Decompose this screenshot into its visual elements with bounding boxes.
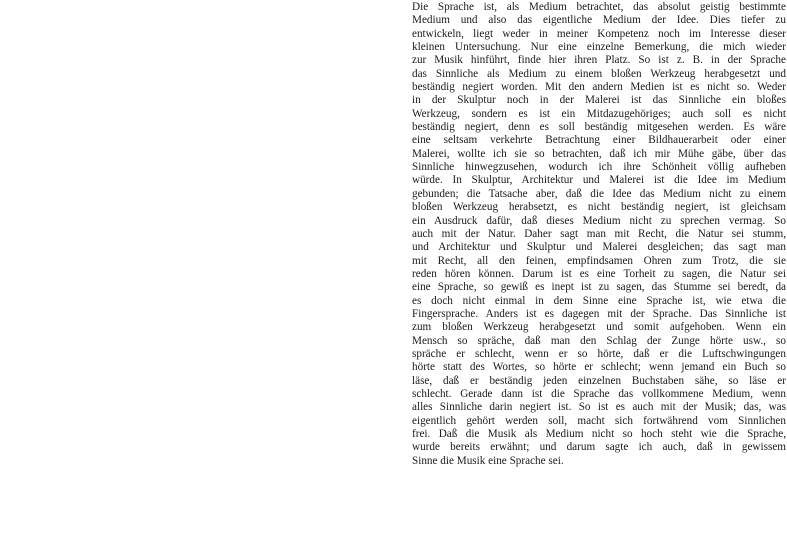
text-line: eigentlich gehört werden soll, macht sich fortwährend vom Sinnlichen — [412, 414, 786, 427]
text-line: Malerei, wollte ich sie so betrachten, daß ich mir Mühe gäbe, über das — [412, 147, 786, 160]
text-line: kleinen Untersuchung. Nur eine einzelne Bemerkung, die mich wieder — [412, 41, 786, 54]
text-line: wurde bereits erwähnt; und darum sagte ich auch, daß in gewissem — [412, 441, 786, 454]
text-line: Die Sprache ist, als Medium betrachtet, das absolut geistig bestimmte — [412, 1, 786, 13]
text-line: in der Skulptur noch in der Malerei ist das Sinnliche ein bloßes — [412, 94, 786, 107]
text-line: Medium und also das eigentliche Medium der Idee. Dies tiefer zu — [412, 14, 786, 27]
text-line: mit Recht, all den feinen, empfindsamen Ohren zum Trotz, die sie — [412, 254, 786, 267]
text-line: läse, daß er beständig jeden einzelnen Buchstaben sähe, so läse er — [412, 374, 786, 387]
text-line: es doch nicht einmal in dem Sinne eine Sprache ist, wie etwa die — [412, 294, 786, 307]
text-line: Sinne die Musik eine Sprache sei. — [412, 454, 564, 467]
text-column — [412, 1, 786, 468]
text-line: entwickeln, liegt weder in meiner Kompetenz noch im Interesse dieser — [412, 27, 786, 40]
text-line: alles Sinnliche darin negiert ist. So ist es auch mit der Musik; das, was — [412, 401, 786, 414]
text-line: und Architektur und Skulptur und Malerei desgleichen; das sagt man — [412, 241, 786, 254]
text-line: frei. Daß die Musik als Medium nicht so hoch steht wie die Sprache, — [412, 428, 786, 440]
text-line: eine seltsam verkehrte Betrachtung einer Bildhauerarbeit oder einer — [412, 134, 786, 147]
text-line: Mensch so spräche, daß man den Schlag der Zunge hörte usw., so — [412, 334, 786, 347]
text-line: schlecht. Gerade dann ist die Sprache das vollkommene Medium, wenn — [412, 387, 786, 400]
text-line: Sinnliche hinwegzusehen, wodurch ich ihre Schönheit völlig aufheben — [412, 161, 786, 174]
text-line: würde. In Skulptur, Architektur und Malerei ist die Idee im Medium — [412, 174, 786, 187]
text-line: spräche er schlecht, wenn er so hörte, daß er die Luftschwingungen — [412, 347, 786, 360]
text-line: beständig negiert, denn es soll beständig mitgesehen werden. Es wäre — [412, 121, 786, 134]
text-line: Fingersprache. Anders ist es dagegen mit der Sprache. Das Sinnliche ist — [412, 307, 786, 320]
text-line: zur Musik hinführt, finde hier ihren Platz. So ist z. B. in der Sprache — [412, 54, 786, 67]
text-line: gebunden; die Tatsache aber, daß die Idee das Medium nicht zu einem — [412, 187, 786, 200]
text-line: reden hören können. Darum ist es eine Torheit zu sagen, die Natur sei — [412, 267, 786, 280]
text-line: beständig negiert worden. Mit den andern Medien ist es nicht so. Weder — [412, 81, 786, 94]
text-line: das Sinnliche als Medium zu einem bloßen Werkzeug herabgesetzt und — [412, 67, 786, 80]
text-line: eine Sprache, so gewiß es inept ist zu sagen, das Stumme sei beredt, da — [412, 281, 786, 294]
text-line: bloßen Werkzeug herabsetzt, es nicht beständig negiert, ist gleichsam — [412, 201, 786, 214]
text-line: hörte statt des Wortes, so hörte er schlecht; wenn jemand ein Buch so — [412, 361, 786, 374]
text-line: ein Ausdruck dafür, daß dieses Medium nicht zu sprechen vermag. So — [412, 214, 786, 227]
text-line: auch mit der Natur. Daher sagt man mit Recht, die Natur sei stumm, — [412, 227, 786, 240]
text-line: zum bloßen Werkzeug herabgesetzt und somit aufgehoben. Wenn ein — [412, 321, 786, 334]
text-line: Werkzeug, sondern es ist ein Mitdazugehöriges; auch soll es nicht — [412, 107, 786, 120]
